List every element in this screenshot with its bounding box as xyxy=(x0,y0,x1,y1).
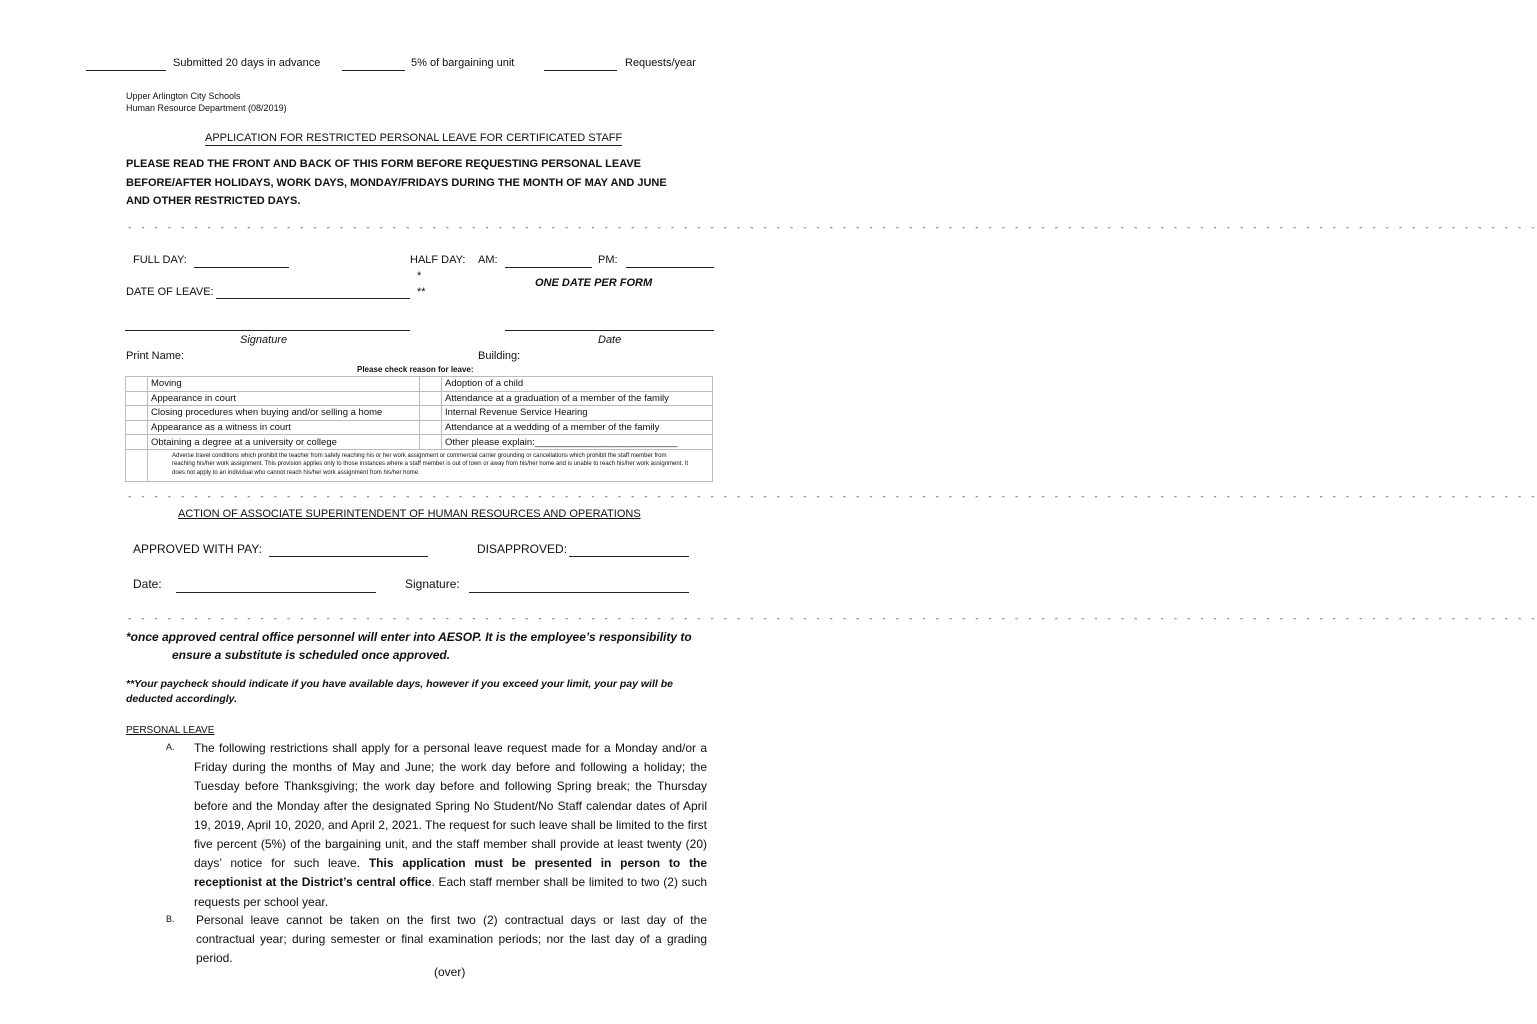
percent-label: 5% of bargaining unit xyxy=(411,57,515,69)
reason-checkbox[interactable] xyxy=(420,420,442,435)
footnote-2-line-2: deducted accordingly. xyxy=(126,693,238,705)
one-date-note: ONE DATE PER FORM xyxy=(535,277,653,289)
reason-checkbox[interactable] xyxy=(420,406,442,421)
submitted-label: Submitted 20 days in advance xyxy=(173,57,321,69)
reason-checkbox[interactable] xyxy=(126,391,148,406)
over-note: (over) xyxy=(434,965,466,979)
reason-checkbox[interactable] xyxy=(420,391,442,406)
action-date-field[interactable] xyxy=(176,592,376,593)
reason-label: Appearance as a witness in court xyxy=(148,420,420,435)
reason-label: Attendance at a graduation of a member of the family xyxy=(442,391,713,406)
item-a-emphasis: This application must be presented in person to the receptionist at the District’s central office xyxy=(194,856,708,890)
reason-label: Adoption of a child xyxy=(442,377,713,392)
item-a-label: A. xyxy=(166,742,175,752)
notice-line-2: BEFORE/AFTER HOLIDAYS, WORK DAYS, MONDAY/FRIDAYS DURING THE MONTH OF MAY AND JUNE xyxy=(126,177,667,189)
item-a-tail: . Each staff member shall be limited to two (2) such requests per school year. xyxy=(194,875,707,909)
divider-3: - - - - - - - - - - - - - - - - - - - - - - - - - - - - - - - - - - - - - - - - - - - - - - - - - - - - - - - - - - - - - - - - - - - - - - - - - - - - - - - - - - - - - - - - - - - - - - - - - - - - - - - - - - - xyxy=(127,614,1537,624)
print-name-label: Print Name: xyxy=(126,350,185,362)
action-signature-label: Signature: xyxy=(405,577,460,591)
reason-label: Other please explain:___________________________ xyxy=(442,435,713,450)
reason-checkbox[interactable] xyxy=(126,449,148,481)
divider-2: - - - - - - - - - - - - - - - - - - - - - - - - - - - - - - - - - - - - - - - - - - - - - - - - - - - - - - - - - - - - - - - - - - - - - - - - - - - - - - - - - - - - - - - - - - - - - - - - - - - - - - - - - - - xyxy=(127,492,1537,502)
star-marker-1: * xyxy=(417,270,422,282)
half-day-label: HALF DAY: xyxy=(410,254,466,266)
footnote-1-line-2: ensure a substitute is scheduled once approved. xyxy=(172,648,451,662)
approved-field[interactable] xyxy=(269,556,428,557)
building-label: Building: xyxy=(478,350,521,362)
action-title: ACTION OF ASSOCIATE SUPERINTENDENT OF HUMAN RESOURCES AND OPERATIONS xyxy=(178,508,641,520)
notice-line-3: AND OTHER RESTRICTED DAYS. xyxy=(126,195,301,207)
reason-label: Moving xyxy=(148,377,420,392)
star-marker-2: ** xyxy=(417,286,426,298)
personal-leave-heading: PERSONAL LEAVE xyxy=(126,725,215,736)
requests-blank[interactable] xyxy=(544,70,617,71)
reason-checkbox[interactable] xyxy=(420,377,442,392)
signature-field[interactable] xyxy=(125,330,410,331)
signature-caption: Signature xyxy=(240,334,288,346)
reason-checkbox[interactable] xyxy=(420,435,442,450)
reason-label: Attendance at a wedding of a member of the family xyxy=(442,420,713,435)
disapproved-field[interactable] xyxy=(569,556,689,557)
reason-row xyxy=(126,377,713,392)
action-signature-field[interactable] xyxy=(469,592,689,593)
am-label: AM: xyxy=(478,254,498,266)
reason-checkbox[interactable] xyxy=(126,435,148,450)
full-day-field[interactable] xyxy=(194,267,289,268)
divider-1: - - - - - - - - - - - - - - - - - - - - - - - - - - - - - - - - - - - - - - - - - - - - - - - - - - - - - - - - - - - - - - - - - - - - - - - - - - - - - - - - - - - - - - - - - - - - - - - - - - - - - - - - - - - xyxy=(127,223,1537,233)
reason-checkbox[interactable] xyxy=(126,420,148,435)
date-caption: Date xyxy=(598,334,622,346)
item-a-text xyxy=(194,739,707,912)
item-b-text: Personal leave cannot be taken on the first two (2) contractual days or last day of the contractual year; during semester or final examination periods; nor the last day of a grading period. xyxy=(196,913,707,966)
reason-row-travel xyxy=(126,449,713,481)
notice-line-1: PLEASE READ THE FRONT AND BACK OF THIS FORM BEFORE REQUESTING PERSONAL LEAVE xyxy=(126,158,641,170)
pm-field[interactable] xyxy=(626,267,714,268)
reason-checkbox[interactable] xyxy=(126,377,148,392)
reason-row xyxy=(126,435,713,450)
disapproved-label: DISAPPROVED: xyxy=(477,542,568,556)
requests-label: Requests/year xyxy=(625,57,696,69)
date-of-leave-field[interactable] xyxy=(216,298,410,299)
pm-label: PM: xyxy=(598,254,618,266)
date-of-leave-label: DATE OF LEAVE: xyxy=(126,286,214,298)
travel-note: Adverse travel conditions which prohibit the teacher from safely reaching his or her work assignment or commercial carrier grounding or cancellations which prohibit the staff member from reaching his/her work assignment. This provision applies only to those instances where a staff member is out of town or away from his/her home and is unable to reach his/her work assignment. It does not apply to an individual who cannot reach his/her work assignment from his/her home. xyxy=(148,449,713,481)
reason-row xyxy=(126,420,713,435)
reason-label: Internal Revenue Service Hearing xyxy=(442,406,713,421)
footnote-1-line-1: *once approved central office personnel will enter into AESOP. It is the employee’s responsibility to xyxy=(126,630,692,644)
reason-label: Obtaining a degree at a university or college xyxy=(148,435,420,450)
percent-blank[interactable] xyxy=(342,70,405,71)
reason-row xyxy=(126,406,713,421)
org-name: Upper Arlington City Schools xyxy=(126,91,241,101)
reason-label: Closing procedures when buying and/or selling a home xyxy=(148,406,420,421)
footnote-2-line-1: **Your paycheck should indicate if you have available days, however if you exceed your limit, your pay will be xyxy=(126,678,673,690)
approved-label: APPROVED WITH PAY: xyxy=(133,542,262,556)
dept-name: Human Resource Department (08/2019) xyxy=(126,103,287,113)
reason-label: Appearance in court xyxy=(148,391,420,406)
reason-checkbox[interactable] xyxy=(126,406,148,421)
reason-row xyxy=(126,391,713,406)
reason-table xyxy=(125,376,713,482)
full-day-label: FULL DAY: xyxy=(133,254,187,266)
date-field[interactable] xyxy=(505,330,714,331)
item-b-label: B. xyxy=(166,914,175,924)
item-a-body: The following restrictions shall apply for a personal leave request made for a Monday and/or a Friday during the months of May and June; the work day before and following a holiday; the Tuesday before Thanksgiving; the work day before and following Spring break; the Thursday before and the Monday after the designated Spring No Student/No Staff calendar dates of April 19, 2019, April 10, 2020, and April 2, 2021. The request for such leave shall be limited to the first five percent (5%) of the bargaining unit, and the staff member shall provide at least twenty (20) days’ notice for such leave. xyxy=(194,741,707,871)
form-title: APPLICATION FOR RESTRICTED PERSONAL LEAVE FOR CERTIFICATED STAFF xyxy=(205,132,623,144)
submitted-blank[interactable] xyxy=(86,70,166,71)
reason-heading: Please check reason for leave: xyxy=(357,365,474,374)
action-date-label: Date: xyxy=(133,577,162,591)
am-field[interactable] xyxy=(505,267,592,268)
